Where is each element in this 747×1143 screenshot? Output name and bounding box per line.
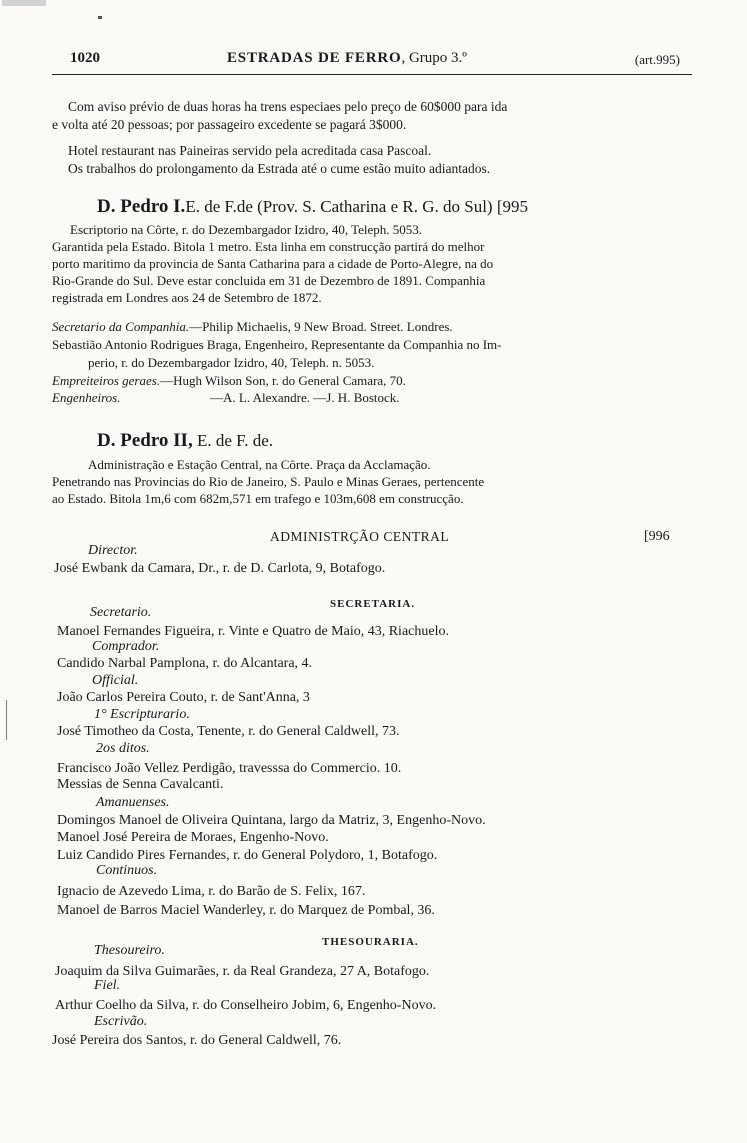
page-number: 1020 [70,50,100,66]
pedro2-title: E. de F. de. [196,431,274,450]
running-title-main: ESTRADAS DE FERRO [227,50,402,66]
official-label: Official. [92,673,139,688]
scan-margin-line [6,700,7,740]
pedro1-line-2: Garantida pela Estado. Bitola 1 metro. Esta linha em construcção partirá do melhor [52,239,485,254]
admin-heading: ADMINISTRÇÃO CENTRAL [270,529,450,544]
pedro1-office: Escriptorio na Côrte, r. do Dezembargador Izidro, 40, Teleph. 5053. [70,222,423,237]
pedro1-name: D. Pedro I. [97,196,186,217]
fiel-label: Fiel. [94,978,121,993]
director-label: Director. [88,543,138,558]
comprador-entry: Candido Narbal Pamplona, r. do Alcantara, 4. [57,656,313,671]
pedro1-engineers [52,389,400,406]
page-header [52,50,692,75]
pedro1-article: [995 [496,197,529,216]
pedro1-contractors-value: —Hugh Wilson Son, r. do General Camara, 70. [160,373,406,388]
pedro1-rep-line-1: Sebastião Antonio Rodrigues Braga, Engenheiro, Representante da Companhia no Im- [52,337,502,352]
escripturario2-entry-1: Francisco João Vellez Perdigão, travesssa do Commercio. 10. [57,761,402,776]
intro-line-1: Com aviso prévio de duas horas ha trens especiaes pelo preço de 60$000 para ida [68,99,508,114]
thesoureiro-entry: Joaquim da Silva Guimarães, r. da Real Grandeza, 27 A, Botafogo. [55,964,430,979]
pedro2-line-3: ao Estado. Bitola 1m,6 com 682m,571 em trafego e 103m,608 em construcção. [52,491,464,506]
intro-line-2: e volta até 20 pessoas; por passageiro excedente se pagará 3$000. [52,117,407,132]
escrivao-label: Escrivão. [94,1014,148,1029]
secretaria-heading: SECRETARIA. [330,598,416,610]
escripturario2-label: 2os ditos. [96,741,150,756]
amanuense-entry-3: Luiz Candido Pires Fernandes, r. do General Polydoro, 1, Botafogo. [57,848,438,863]
pedro1-contractors-label: Empreiteiros geraes. [52,373,161,388]
pedro1-engineers-label: Engenheiros. [52,390,121,405]
secretario-label: Secretario. [90,605,152,620]
director-entry: José Ewbank da Camara, Dr., r. de D. Carlota, 9, Botafogo. [54,561,386,576]
continuo-entry-2: Manoel de Barros Maciel Wanderley, r. do Marquez de Pombal, 36. [57,903,435,918]
fiel-entry: Arthur Coelho da Silva, r. do Conselheiro Jobim, 6, Engenho-Novo. [55,998,437,1013]
escripturario1-label: 1° Escripturario. [94,707,190,722]
amanuenses-label: Amanuenses. [96,795,170,810]
comprador-label: Comprador. [92,639,160,654]
escrivao-entry: José Pereira dos Santos, r. do General Caldwell, 76. [52,1033,342,1048]
pedro1-title: E. de F.de (Prov. S. Catharina e R. G. do Sul) [185,197,493,216]
amanuense-entry-1: Domingos Manoel de Oliveira Quintana, largo da Matriz, 3, Engenho-Novo. [57,813,486,828]
amanuense-entry-2: Manoel José Pereira de Moraes, Engenho-Novo. [57,830,329,845]
pedro1-line-4: Rio-Grande do Sul. Deve estar concluida em 31 de Dezembro de 1891. Companhia [52,273,486,288]
continuo-entry-1: Ignacio de Azevedo Lima, r. do Barão de S. Felix, 167. [57,884,366,899]
pedro1-engineers-value: —A. L. Alexandre. —J. H. Bostock. [210,390,400,405]
pedro1-secretary-value: —Philip Michaelis, 9 New Broad. Street. Londres. [189,319,453,334]
thesouraria-heading: THESOURARIA. [322,936,419,948]
scan-corner-noise [2,0,46,6]
running-article: (art.995) [634,52,680,67]
pedro1-secretary [52,318,453,335]
pedro1-secretary-label: Secretario da Companhia. [52,319,190,334]
intro-line-3: Hotel restaurant nas Paineiras servido pela acreditada casa Pascoal. [68,143,432,158]
escripturario1-entry: José Timotheo da Costa, Tenente, r. do General Caldwell, 73. [57,724,400,739]
thesoureiro-label: Thesoureiro. [94,943,165,958]
scan-speck [98,16,102,19]
running-title [227,50,467,67]
secretario-entry: Manoel Fernandes Figueira, r. Vinte e Quatro de Maio, 43, Riachuelo. [57,624,449,639]
continuos-label: Continuos. [96,863,158,878]
pedro1-line-3: porto maritimo da provincia de Santa Catharina para a cidade de Porto-Alegre, na do [52,256,494,271]
pedro1-rep-line-2: perio, r. do Dezembargador Izidro, 40, Teleph. n. 5053. [88,355,375,370]
running-title-group: , Grupo 3.º [401,50,467,66]
intro-line-4: Os trabalhos do prolongamento da Estrada até o cume estão muito adiantados. [68,161,491,176]
pedro1-heading [97,196,528,218]
pedro2-name: D. Pedro II, [97,430,193,451]
pedro1-contractors [52,372,406,389]
pedro2-line-2: Penetrando nas Provincias do Rio de Janeiro, S. Paulo e Minas Geraes, pertencente [52,474,485,489]
pedro1-line-5: registrada em Londres aos 24 de Setembro de 1872. [52,290,322,305]
escripturario2-entry-2: Messias de Senna Cavalcanti. [57,777,224,792]
official-entry: João Carlos Pereira Couto, r. de Sant'Anna, 3 [57,690,310,705]
pedro2-line-1: Administração e Estação Central, na Côrte. Praça da Acclamação. [88,457,431,472]
admin-article: [996 [644,529,670,544]
pedro2-heading [97,430,273,452]
